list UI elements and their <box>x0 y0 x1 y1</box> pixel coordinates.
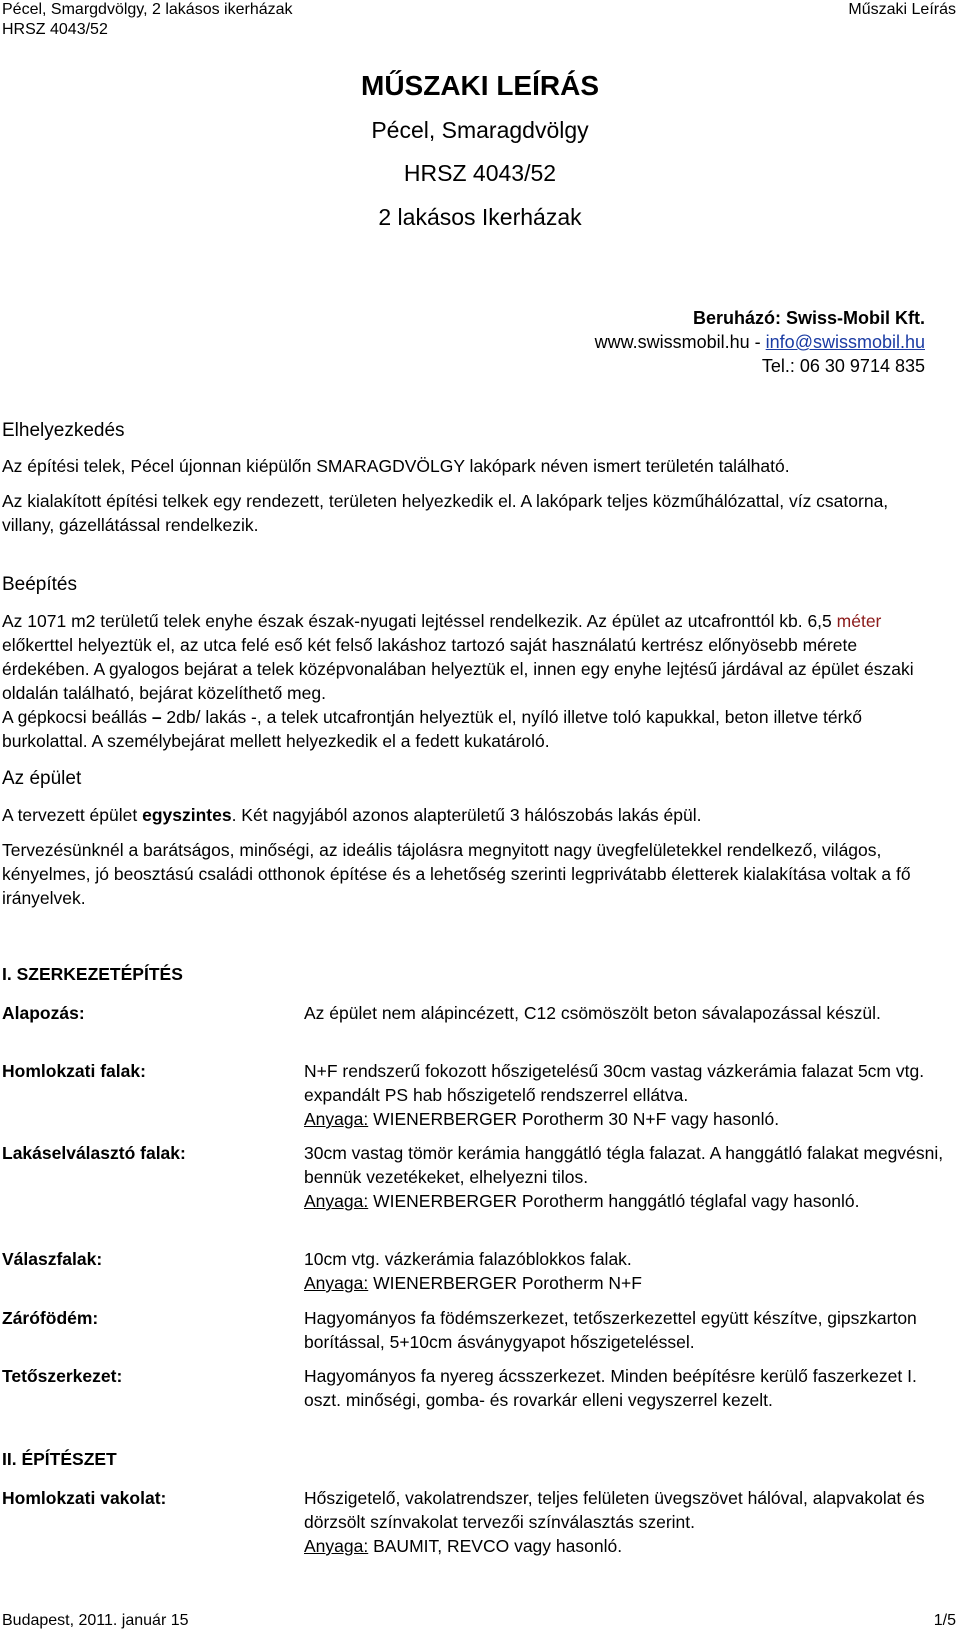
material-text: WIENERBERGER Porotherm 30 N+F vagy hasonló. <box>368 1109 780 1129</box>
title-building-type: 2 lakásos Ikerházak <box>378 204 582 230</box>
investor-block <box>595 306 925 378</box>
material-label: Anyaga: <box>304 1273 369 1293</box>
spec-text: Az épület nem alápincézett, C12 csömöszölt beton sávalapozással készül. <box>304 1003 881 1023</box>
spec-text: 10cm vtg. vázkerámia falazóblokkos falak. <box>304 1249 632 1269</box>
building-text-a: Az 1071 m2 területű telek enyhe észak észak-nyugati lejtéssel rendelkezik. Az épület az utcafronttól kb. 6,5 <box>2 611 837 631</box>
material-label: Anyaga: <box>304 1191 369 1211</box>
material-label: Anyaga: <box>304 1536 369 1556</box>
house-heading: Az épület <box>2 768 82 789</box>
header-doc-type: Műszaki Leírás <box>848 1 956 18</box>
spec-label: Válaszfalak: <box>2 1249 103 1269</box>
house-text-b: . Két nagyjából azonos alapterületű 3 hálószobás lakás épül. <box>231 805 702 825</box>
title-location: Pécel, Smaragdvölgy <box>371 117 589 143</box>
spec-description <box>304 1141 944 1213</box>
page-header-left <box>2 0 293 40</box>
location-paragraph-2: Az kialakított építési telkek egy rendezett, területen helyezkedik el. A lakópark teljes közműhálózattal, víz csatorna, villany, gázellátással rendelkezik. <box>2 491 889 535</box>
structure-heading: I. SZERKEZETÉPÍTÉS <box>2 964 183 984</box>
building-paragraph-1 <box>2 609 932 705</box>
investor-contact-line <box>595 330 925 354</box>
spec-description <box>304 1364 944 1412</box>
parking-text-a: A gépkocsi beállás <box>2 707 152 727</box>
spec-label: Homlokzati falak: <box>2 1061 146 1081</box>
spec-text: N+F rendszerű fokozott hőszigetelésű 30cm vastag vázkerámia falazat 5cm vtg. expandált PS hab hőszigetelő rendszerrel ellátva. <box>304 1061 925 1105</box>
spec-text: Hagyományos fa födémszerkezet, tetőszerkezettel együtt készítve, gipszkarton borítással, 5+10cm ásványgyapot hőszigeteléssel. <box>304 1308 917 1352</box>
title-parcel: HRSZ 4043/52 <box>403 160 557 186</box>
spec-description <box>304 1306 944 1354</box>
contact-separator: - <box>749 332 766 352</box>
building-paragraph-2 <box>2 705 932 753</box>
house-paragraph-1 <box>2 803 932 827</box>
building-text-b: előkerttel helyeztük el, az utca felé eső két felső lakáshoz tartozó saját használatú kertrész előnyösebb mérete érdekében. A gyalogos bejárat a telek középvonalában helyeztük el, innen egy enyhe lejtésű járdával az épület északi oldalán található, bejárat közelíthető meg. <box>2 635 914 703</box>
spec-label: Homlokzati vakolat: <box>2 1488 167 1508</box>
spec-text: 30cm vastag tömör kerámia hanggátló tégla falazat. A hanggátló falakat megvésni, bennük vezetékeket, elhelyezni tilos. <box>304 1143 944 1187</box>
spec-label: Tetőszerkezet: <box>2 1366 123 1386</box>
material-text: BAUMIT, REVCO vagy hasonló. <box>368 1536 623 1556</box>
building-section <box>2 573 932 753</box>
location-heading: Elhelyezkedés <box>2 420 125 441</box>
house-section <box>2 767 932 910</box>
parking-text-b: 2db/ lakás -, a telek utcafrontján helyeztük el, nyíló illetve toló kapukkal, beton illetve térkő burkolattal. A személybejárat mellett helyezkedik el a fedett kukatároló. <box>2 707 862 751</box>
house-paragraph-2: Tervezésünknél a barátságos, minőségi, az ideális tájolásra megnyitott nagy üvegfelületekkel rendelkező, világos, kényelmes, jó beosztású családi otthonok építése és a lehetőség szerinti legprivátabb életterek kialakítása voltak a fő irányelvek. <box>2 840 911 908</box>
material-text: WIENERBERGER Porotherm N+F <box>368 1273 642 1293</box>
architecture-heading: II. ÉPÍTÉSZET <box>2 1449 117 1469</box>
spec-description <box>304 1247 944 1295</box>
spec-description <box>304 1059 944 1131</box>
spec-label: Lakáselválasztó falak: <box>2 1143 186 1163</box>
investor-name: Beruházó: Swiss-Mobil Kft. <box>692 308 925 328</box>
building-text-highlight: méter <box>836 611 882 631</box>
spec-description <box>304 1486 944 1558</box>
document-title: MŰSZAKI LEÍRÁS <box>361 70 599 101</box>
investor-phone: Tel.: 06 30 9714 835 <box>761 356 925 376</box>
footer-date: Budapest, 2011. január 15 <box>2 1612 189 1629</box>
building-heading: Beépítés <box>2 574 77 595</box>
spec-text: Hőszigetelő, vakolatrendszer, teljes felületen üvegszövet hálóval, alapvakolat és dörzsölt színvakolat tervezői színválasztás szerint. <box>304 1488 925 1532</box>
investor-email-link[interactable]: info@swissmobil.hu <box>765 332 925 352</box>
house-text-bold: egyszintes <box>142 805 232 825</box>
location-section <box>2 419 932 537</box>
house-text-a: A tervezett épület <box>2 805 143 825</box>
page-number: 1/5 <box>933 1612 956 1629</box>
header-parcel: HRSZ 4043/52 <box>2 21 108 38</box>
material-text: WIENERBERGER Porotherm hanggátló téglafal vagy hasonló. <box>368 1191 860 1211</box>
investor-website: www.swissmobil.hu <box>594 332 750 352</box>
spec-text: Hagyományos fa nyereg ácsszerkezet. Minden beépítésre kerülő faszerkezet I. oszt. minőségi, gomba- és rovarkár elleni vegyszerrel kezelt. <box>304 1366 917 1410</box>
spec-description <box>304 1001 944 1025</box>
spec-label: Alapozás: <box>2 1003 85 1023</box>
spec-label: Zárófödém: <box>2 1308 99 1328</box>
parking-dash: – <box>151 707 162 727</box>
header-project: Pécel, Smargdvölgy, 2 lakásos ikerházak <box>2 1 293 18</box>
material-label: Anyaga: <box>304 1109 369 1129</box>
location-paragraph-1: Az építési telek, Pécel újonnan kiépülőn SMARAGDVÖLGY lakópark néven ismert területén található. <box>2 456 790 476</box>
